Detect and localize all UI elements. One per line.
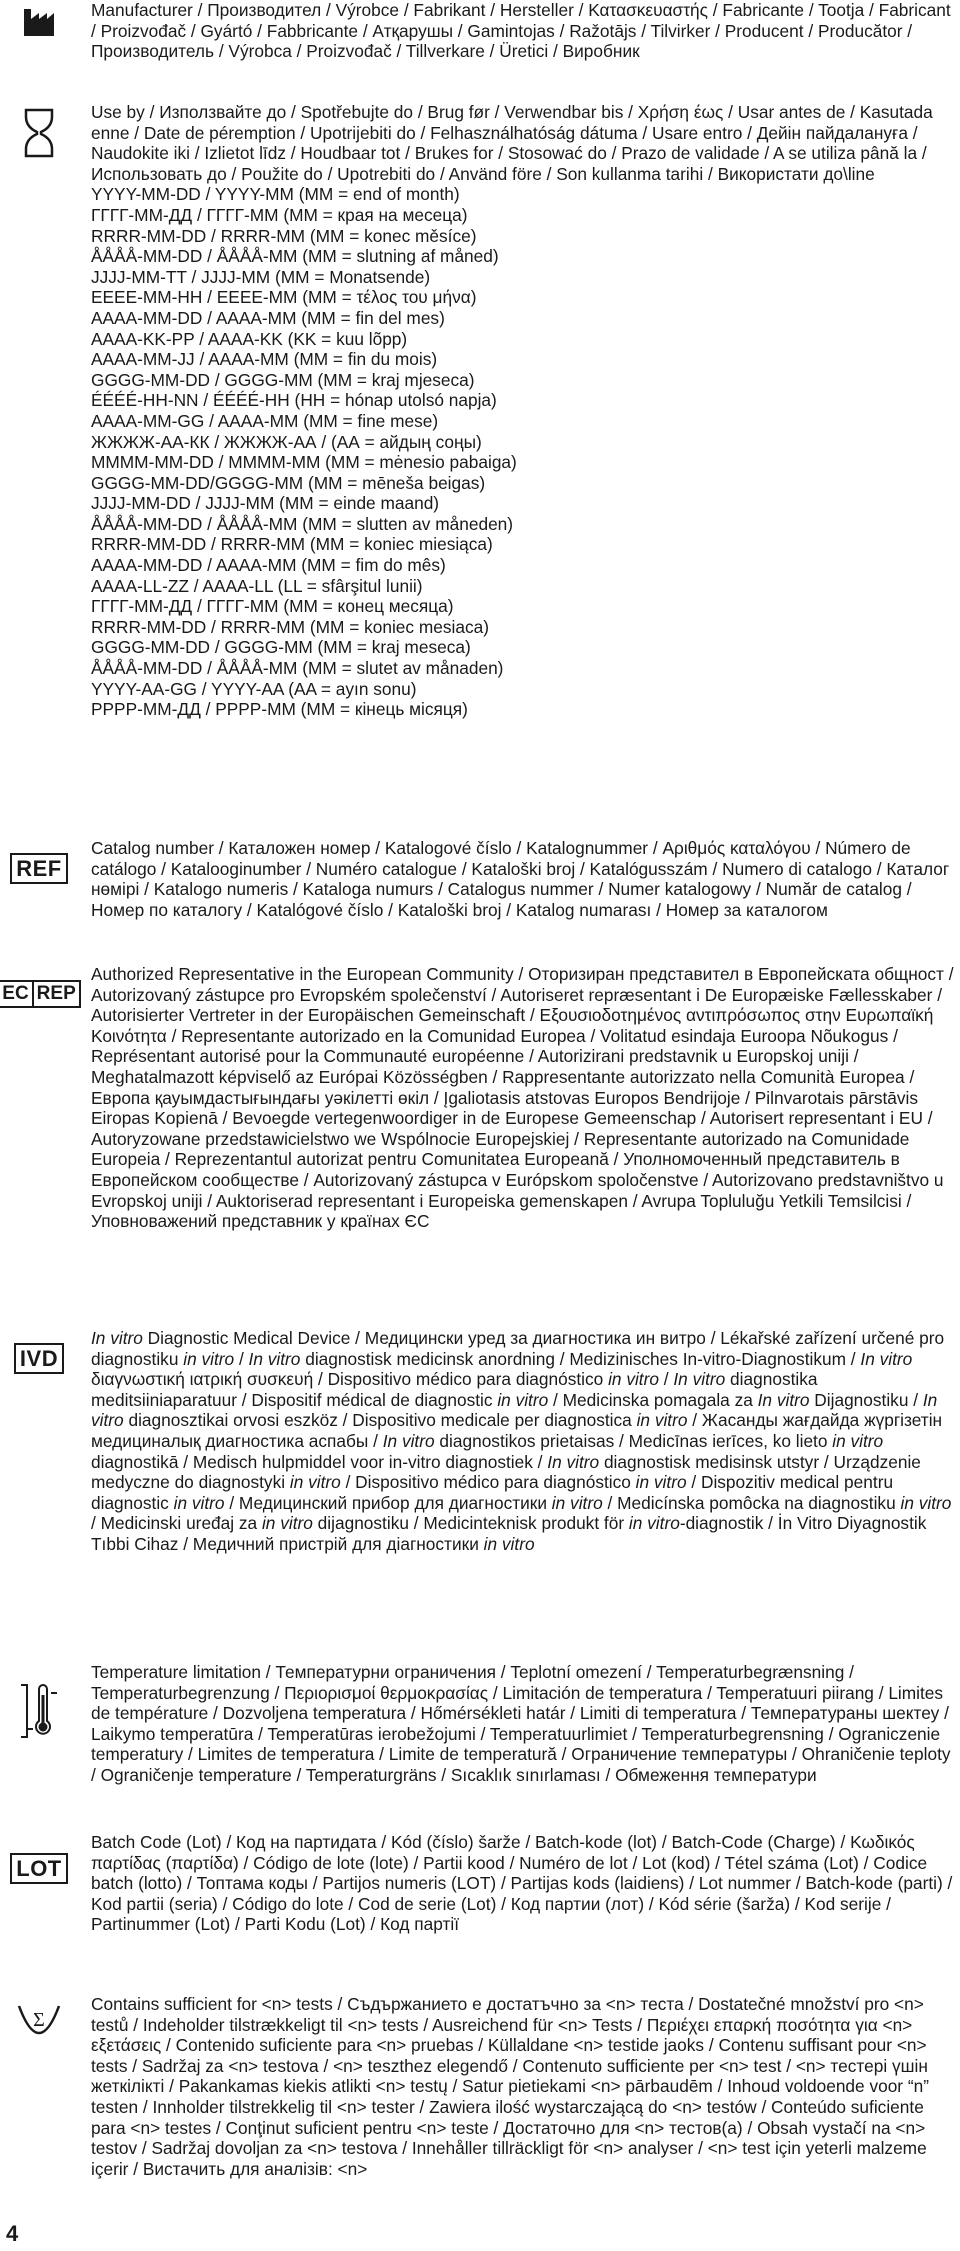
svg-text:Σ: Σ	[33, 2009, 45, 2031]
date-format-line: ЖЖЖЖ-АА-КК / ЖЖЖЖ-АА / (АА = айдың соңы)	[91, 431, 482, 452]
ivd-text	[91, 1328, 957, 1555]
rep-label: REP	[36, 983, 76, 1004]
batch-line: Batch Code (Lot) / Код на партидата / Kód (číslo) šarže / Batch-kode (lot) / Batch-Code (Charge) / Κωδικός παρτίδας (παρτίδα) / Código de lote (lote) / Partii kood / Numéro de lot / Lot (kod) / Tétel száma (Lot) / Codice batch (lotto) / Топтама коды / Partijos numeris (LOT) / Partijas kods (laidiens) / Lot nummer / Batch-kode (parti) / Kod partii (seria) / Código do lote / Cod de serie (Lot) / Код партии (лот) / Kód série (šarža) / Kod serije / Partinummer (Lot) / Parti Kodu (Lot) / Код партії	[91, 1832, 953, 1935]
authorized-rep-text	[91, 964, 957, 1232]
contains-text	[91, 1994, 957, 2179]
page-number: 4	[6, 2221, 19, 2246]
temperature-text	[91, 1662, 957, 1786]
date-format-line: MMMM-MM-DD / MMMM-MM (MM = mėnesio pabaiga)	[91, 452, 517, 473]
lot-symbol	[10, 1852, 68, 1884]
date-format-line: ÅÅÅÅ-MM-DD / ÅÅÅÅ-MM (MM = slutten av måneden)	[91, 513, 514, 534]
date-format-line: RRRR-MM-DD / RRRR-MM (MM = koniec miesiąca)	[91, 534, 493, 555]
ref-symbol	[10, 852, 68, 884]
date-format-line: AAAA-MM-DD / AAAA-MM (MM = fim do mês)	[91, 555, 446, 576]
date-format-line: YYYY-MM-DD / YYYY-MM (MM = end of month)	[91, 184, 460, 205]
sigma-icon	[10, 2000, 68, 2060]
ref-label: REF	[10, 853, 68, 884]
date-format-line: AAAA-LL-ZZ / AAAA-LL (LL = sfârşitul lunii)	[91, 575, 423, 596]
factory-icon	[10, 4, 68, 38]
ivd-line: In vitro Diagnostic Medical Device / Медицински уред за диагностика ин витро / Lékařské zařízení určené pro diagnostiku in vitro / In vitro diagnostisk medicinsk anordning / Medizinisches In-vitro-Diagnostikum / In vitro διαγνωστική ιατρική συσκευή / Dispositivo médico para diagnóstico in vitro / In vitro diagnostika meditsiiniaparatuur / Dispositif médical de diagnostic in vitro / Medicinska pomagala za In vitro Dijagnostiku / In vitro diagnosztikai orvosi eszköz / Dispositivo medicale per diagnostica in vitro / Жасанды жағдайда жүргізетін медициналық диагностика аспабы / In vitro diagnostikos prietaisas / Medicīnas ierīces, ko lieto in vitro diagnostikā / Medisch hulpmiddel voor in-vitro diagnostiek / In vitro diagnostisk medisinsk utstyr / Urządzenie medyczne do diagnostyki in vitro / Dispositivo médico para diagnóstico in vitro / Dispozitiv medical pentru diagnostic in vitro / Медицинский прибор для диагностики in vitro / Medicínska pomôcka na diagnostiku in vitro / Medicinski uređaj za in vitro dijagnostiku / Medicinteknisk produkt för in vitro-diagnostik / İn Vitro Diyagnostik Tıbbi Cihaz / Медичний пристрій для діагностики in vitro	[91, 1328, 952, 1554]
date-format-line: ГГГГ-ММ-ДД / ГГГГ-ММ (ММ = конец месяца)	[91, 596, 454, 617]
date-format-line: AAAA-MM-DD / AAAA-MM (MM = fin del mes)	[91, 307, 445, 328]
date-format-line: ÅÅÅÅ-MM-DD / ÅÅÅÅ-MM (MM = slutet av månaden)	[91, 658, 504, 679]
date-format-line: YYYY-AA-GG / YYYY-AA (AA = ayın sonu)	[91, 678, 417, 699]
date-format-line: AAAA-KK-PP / AAAA-KK (KK = kuu lõpp)	[91, 328, 408, 349]
date-format-line: ÅÅÅÅ-MM-DD / ÅÅÅÅ-MM (MM = slutning af måned)	[91, 246, 499, 267]
ec-label: EC	[0, 982, 34, 1006]
lot-label: LOT	[10, 1853, 68, 1884]
thermometer-icon	[10, 1680, 68, 1740]
date-format-line: AAAA-MM-JJ / AAAA-MM (MM = fin du mois)	[91, 349, 438, 370]
date-format-line: AAAA-MM-GG / AAAA-MM (MM = fine mese)	[91, 410, 439, 431]
contains-line: Contains sufficient for <n> tests / Съдържанието е достатъчно за <n> теста / Dostatečné množství pro <n> testů / Indeholder tilstrækkeligt til <n> tests / Ausreichend für <n> Tests / Περιέχει επαρκή ποσότητα για <n> εξετάσεις / Contenido suficiente para <n> pruebas / Küllaldane <n> testide jaoks / Contenu suffisant pour <n> tests / Sadržaj za <n> testova / <n> teszthez elegendő / Contenuto sufficiente per <n> test / <n> тестері үшін жеткілікті / Pakankamas kiekis atlikti <n> testų / Satur pietiekami <n> pārbaudēm / Inhoud voldoende voor “n” testen / Innholder tilstrekkelig til <n> tester / Zawiera ilość wystarczającą do <n> testów / Conteúdo suficiente para <n> testes / Conţinut suficient pentru <n> teste / Достаточно для <n> тестов(а) / Obsah vystačí na <n> testov / Sadržaj dovoljan za <n> testova / Innehåller tillräckligt för <n> analyser / <n> test için yeterli malzeme içerir / Вистачить для аналізів: <n>	[91, 1994, 929, 2179]
use-by-description: Use by / Използвайте до / Spotřebujte do / Brug før / Verwendbar bis / Χρήση έως / Usar antes de / Kasutada enne / Date de péremption / Upotrijebiti do / Felhasználhatóság dátuma / Usare entro / Дейін пайдалануға / Naudokite iki / Izlietot līdz / Houdbaar tot / Brukes for / Stosować do / Prazo de validade / A se utiliza până la / Использовать до / Použite do / Upotrebiti do / Använd före / Son kullanma tarihi / Використати до\line	[91, 102, 933, 184]
date-format-line: JJJJ-MM-DD / JJJJ-MM (MM = einde maand)	[91, 493, 440, 514]
date-format-line: РРРР-ММ-ДД / РРРР-ММ (ММ = кінець місяця)	[91, 699, 468, 720]
ivd-label: IVD	[14, 1343, 64, 1374]
date-format-line: JJJJ-MM-TT / JJJJ-MM (MM = Monatsende)	[91, 266, 431, 287]
manufacturer-line: Manufacturer / Производител / Výrobce / Fabrikant / Hersteller / Κατασκευαστής / Fabricante / Tootja / Fabricant / Proizvođač / Gyártó / Fabbricante / Атқарушы / Gamintojas / Ražotājs / Tilvirker / Producent / Producător / Производитель / Výrobca / Proizvođač / Tillverkare / Üretici / Виробник	[91, 0, 951, 62]
date-format-line: GGGG-MM-DD / GGGG-MM (MM = kraj meseca)	[91, 637, 471, 658]
authorized-rep-line: Authorized Representative in the European Community / Оторизиран представител в Европейската общност / Autorizovaný zástupce pro Evropském společenství / Autoriseret repræsentant i De Europæiske Fællesskaber / Autorisierter Vertreter in der Europäischen Gemeinschaft / Εξουσιοδοτημένος αντιπρόσωπος στην Ευρωπαϊκή Κοινότητα / Representante autorizado en la Comunidad Europea / Volitatud esindaja Euroopa Nõukogus / Représentant autorisé pour la Communauté européenne / Autorizirani predstavnik u Europskoj uniji / Meghatalmazott képviselő az Európai Közösségben / Rappresentante autorizzato nella Comunità Europea / Европа қауымдастығындағы уәкілетті өкіл / Įgaliotasis atstovas Europos Bendrijoje / Pilnvarotais pārstāvis Eiropas Kopienā / Bevoegde vertegenwoordiger in de Europese Gemeenschap / Autorisert representant i EU / Autoryzowane przedstawicielstwo we Wspólnocie Europejskiej / Representante autorizado na Comunidade Europeia / Reprezentantul autorizat pentru Comunitatea Europeană / Уполномоченный представитель в Европейском сообществе / Autorizovaný zástupca v Európskom spoločenstve / Autorizovano predstavništvo u Evropskoj uniji / Auktoriserad representant i Europeiska gemenskapen / Avrupa Topluluğu Yetkili Temsilcisi / Уповноважений представник у країнах ЄС	[91, 964, 954, 1232]
date-format-line: RRRR-MM-DD / RRRR-MM (MM = konec měsíce)	[91, 225, 477, 246]
date-format-line: ΕΕΕΕ-ΜΜ-ΗΗ / ΕΕΕΕ-ΜΜ (ΜΜ = τέλος του μήνα)	[91, 287, 477, 308]
ivd-symbol	[10, 1342, 68, 1374]
manufacturer-text	[91, 0, 957, 62]
date-format-line: GGGG-MM-DD / GGGG-MM (MM = kraj mjeseca)	[91, 369, 475, 390]
ec-rep-box	[0, 980, 81, 1008]
date-format-line: ÉÉÉÉ-HH-NN / ÉÉÉÉ-HH (HH = hónap utolsó napja)	[91, 390, 497, 411]
ec-rep-symbol	[2, 978, 76, 1010]
use-by-text	[91, 102, 957, 720]
date-format-line: GGGG-MM-DD/GGGG-MM (MM = mēneša beigas)	[91, 472, 486, 493]
catalog-text	[91, 838, 957, 920]
temperature-line: Temperature limitation / Температурни ограничения / Teplotní omezení / Temperaturbegrænsning / Temperaturbegrenzung / Περιορισμοί θερμοκρασίας / Limitación de temperatura / Temperatuuri piirang / Limites de température / Dozvoljena temperatura / Hőmérsékleti határ / Limiti di temperatura / Температураны шектеу / Laikymo temperatūra / Temperatūras ierobežojumi / Temperatuurlimiet / Temperaturbegrensning / Ograniczenie temperatury / Limites de temperatura / Limite de temperatură / Ограничение температуры / Ohraničenie teploty / Ograničenje temperature / Temperaturgräns / Sıcaklık sınırlaması / Обмеження температури	[91, 1662, 951, 1785]
hourglass-icon	[10, 106, 68, 160]
batch-text	[91, 1832, 957, 1935]
date-format-line: RRRR-MM-DD / RRRR-MM (MM = koniec mesiaca)	[91, 616, 489, 637]
date-format-line: ГГГГ-ММ-ДД / ГГГГ-ММ (ММ = края на месеца)	[91, 204, 468, 225]
catalog-line: Catalog number / Каталожен номер / Katalogové číslo / Katalognummer / Αριθμός καταλόγου / Número de catálogo / Katalooginumber / Numéro catalogue / Kataloški broj / Katalógusszám / Numero di catalogo / Каталог нөмірі / Katalogo numeris / Kataloga numurs / Catalogus nummer / Numer katalogowy / Număr de catalog / Номер по каталогу / Katalógové číslo / Kataloški broj / Katalog numarası / Номер за каталогом	[91, 838, 950, 920]
